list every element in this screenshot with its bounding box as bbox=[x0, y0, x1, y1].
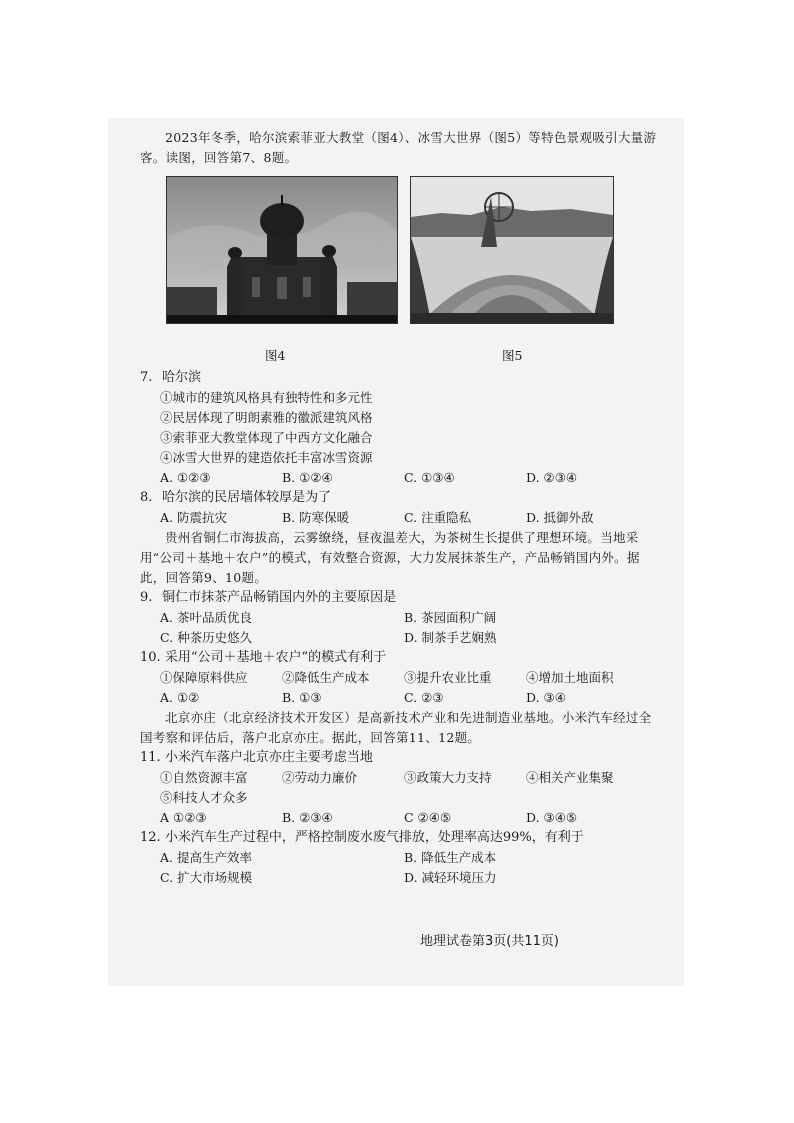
statement-1: ①保障原料供应 bbox=[160, 670, 248, 685]
option-d: D. ③④⑤ bbox=[526, 810, 578, 825]
question-8 bbox=[140, 488, 660, 528]
intro-passage-7-8: 2023年冬季，哈尔滨索菲亚大教堂（图4）、冰雪大世界（图5）等特色景观吸引大量游客。读图，回答第7、8题。 bbox=[140, 130, 657, 165]
statement-3: ③提升农业比重 bbox=[404, 670, 492, 685]
option-c: C. ②③ bbox=[404, 690, 444, 705]
statement-4: ④增加土地面积 bbox=[526, 670, 614, 685]
option-b: B. ①③ bbox=[282, 690, 322, 705]
question-stem: 哈尔滨 bbox=[162, 370, 202, 385]
statement-1: ①自然资源丰富 bbox=[160, 770, 248, 785]
statement-3: ③政策大力支持 bbox=[404, 770, 492, 785]
question-stem: 哈尔滨的民居墙体较厚是为了 bbox=[162, 490, 332, 505]
option-a: A ①②③ bbox=[160, 810, 207, 825]
intro-passage-9-10: 贵州省铜仁市海拔高，云雾缭绕，昼夜温差大，为茶树生长提供了理想环境。当地采用“公司＋基地＋农户”的模式，有效整合资源，大力发展抹茶生产，产品畅销国内外。据此，回答第9、10题。 bbox=[140, 530, 640, 585]
option-a: A. ①②③ bbox=[160, 470, 211, 485]
question-number: 8. bbox=[140, 490, 153, 505]
option-c: C. ①③④ bbox=[404, 470, 455, 485]
question-stem: 小米汽车落户北京亦庄主要考虑当地 bbox=[164, 750, 373, 765]
option-a: A. 防震抗灾 bbox=[160, 510, 227, 525]
question-10 bbox=[140, 648, 660, 708]
option-c: C ②④⑤ bbox=[404, 810, 452, 825]
question-12 bbox=[140, 828, 660, 888]
page-footer: 地理试卷第3页(共11页) bbox=[420, 934, 559, 949]
option-b: B. ②③④ bbox=[282, 810, 333, 825]
figures-row bbox=[140, 168, 660, 368]
option-c: C. 种茶历史悠久 bbox=[160, 630, 253, 645]
question-9 bbox=[140, 588, 660, 648]
option-c: C. 扩大市场规模 bbox=[160, 870, 253, 885]
statement-2: ②劳动力廉价 bbox=[282, 770, 358, 785]
figure-5-ice-world-photo bbox=[410, 176, 614, 324]
figure-4-cathedral-photo bbox=[166, 176, 398, 324]
option-a: A. 茶叶品质优良 bbox=[160, 610, 252, 625]
option-d: D. 减轻环境压力 bbox=[404, 870, 497, 885]
statement-2: ②降低生产成本 bbox=[282, 670, 370, 685]
option-a: A. 提高生产效率 bbox=[160, 850, 252, 865]
question-7 bbox=[140, 368, 660, 488]
question-number: 9. bbox=[140, 590, 153, 605]
question-stem: 小米汽车生产过程中，严格控制废水废气排放，处理率高达99%，有利于 bbox=[164, 830, 584, 845]
option-b: B. 降低生产成本 bbox=[404, 850, 497, 865]
question-stem: 铜仁市抹茶产品畅销国内外的主要原因是 bbox=[162, 590, 397, 605]
question-number: 10. bbox=[140, 650, 161, 665]
statement-1: ①城市的建筑风格具有独特性和多元性 bbox=[160, 390, 373, 405]
option-b: B. 防寒保暖 bbox=[282, 510, 350, 525]
statement-4: ④相关产业集聚 bbox=[526, 770, 614, 785]
question-11 bbox=[140, 748, 660, 828]
exam-content bbox=[140, 128, 660, 888]
option-a: A. ①② bbox=[160, 690, 200, 705]
option-d: D. ③④ bbox=[526, 690, 566, 705]
statement-2: ②民居体现了明朗素雅的徽派建筑风格 bbox=[160, 410, 373, 425]
question-stem: 采用“公司＋基地＋农户”的模式有利于 bbox=[164, 650, 387, 665]
option-b: B. ①②④ bbox=[282, 470, 333, 485]
statement-3: ③索菲亚大教堂体现了中西方文化融合 bbox=[160, 430, 373, 445]
option-b: B. 茶园面积广阔 bbox=[404, 610, 497, 625]
question-number: 7. bbox=[140, 370, 153, 385]
option-c: C. 注重隐私 bbox=[404, 510, 472, 525]
figure-4-caption: 图4 bbox=[265, 348, 286, 363]
figure-5-caption: 图5 bbox=[502, 348, 523, 363]
statement-4: ④冰雪大世界的建造依托丰富冰雪资源 bbox=[160, 450, 373, 465]
option-d: D. 抵御外敌 bbox=[526, 510, 594, 525]
statement-5: ⑤科技人才众多 bbox=[160, 790, 248, 805]
question-number: 12. bbox=[140, 830, 161, 845]
question-number: 11. bbox=[140, 750, 161, 765]
intro-passage-11-12: 北京亦庄（北京经济技术开发区）是高新技术产业和先进制造业基地。小米汽车经过全国考察和评估后，落户北京亦庄。据此，回答第11、12题。 bbox=[140, 710, 652, 745]
option-d: D. 制茶手艺娴熟 bbox=[404, 630, 497, 645]
option-d: D. ②③④ bbox=[526, 470, 578, 485]
